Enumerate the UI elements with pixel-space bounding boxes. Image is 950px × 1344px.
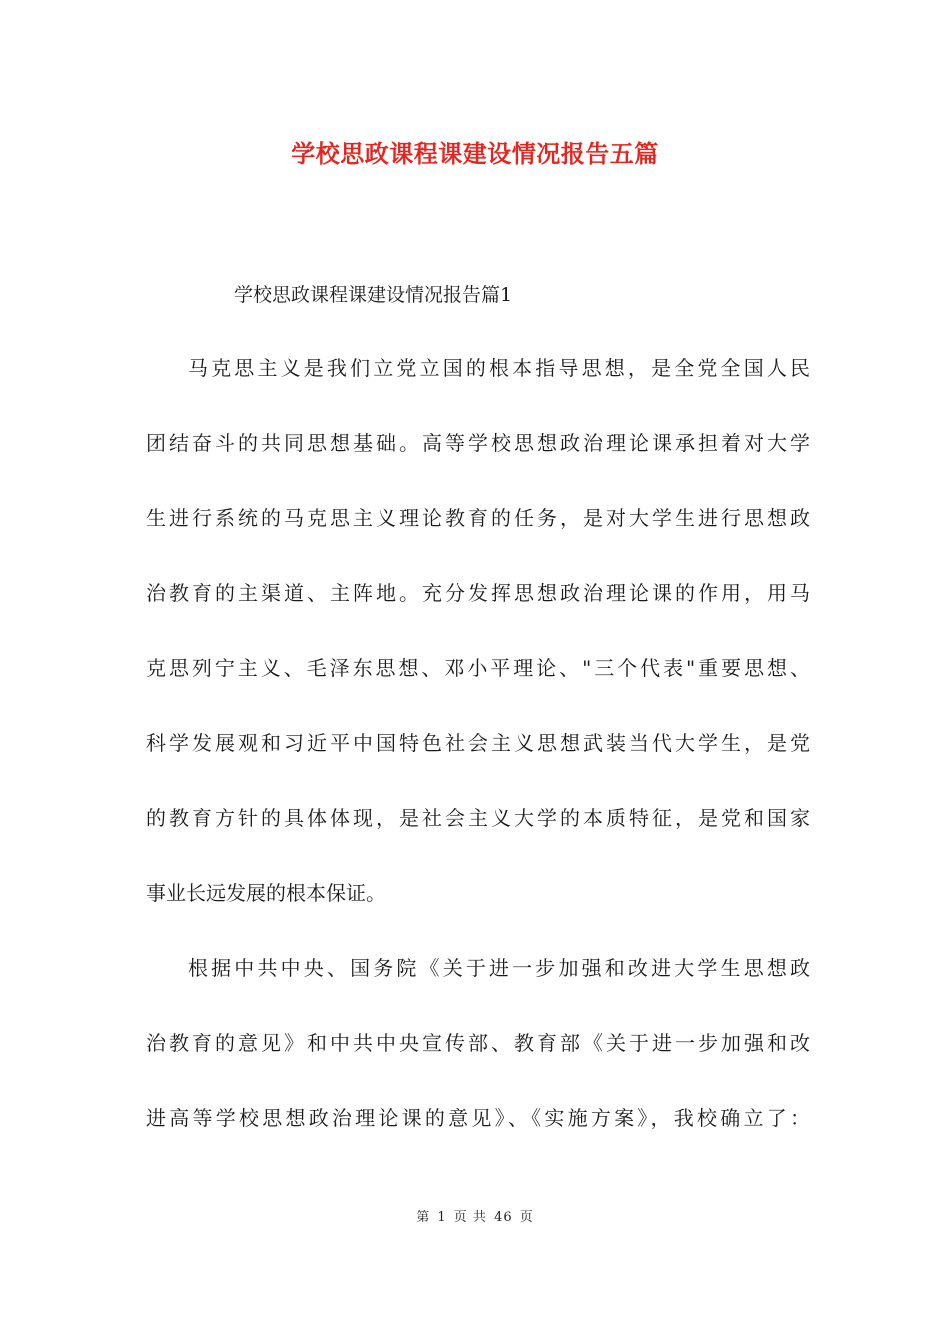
paragraph-line: 团结奋斗的共同思想基础。高等学校思想政治理论课承担着对大学 [146, 431, 810, 455]
paragraph-line: 治教育的主渠道、主阵地。充分发挥思想政治理论课的作用，用马 [146, 581, 810, 605]
footer-total-pages: 46 [494, 1210, 513, 1225]
paragraph-line: 克思列宁主义、毛泽东思想、邓小平理论、"三个代表"重要思想、 [146, 656, 810, 680]
paragraph-line: 根据中共中央、国务院《关于进一步加强和改进大学生思想政 [188, 956, 810, 980]
footer-middle: 页 共 [453, 1210, 487, 1225]
paragraph-line: 的教育方针的具体体现，是社会主义大学的本质特征，是党和国家 [146, 806, 810, 830]
page-footer [0, 1208, 950, 1228]
document-title: 学校思政课程课建设情况报告五篇 [291, 139, 659, 168]
section-heading: 学校思政课程课建设情况报告篇1 [234, 284, 513, 306]
body-text [146, 343, 810, 1168]
footer-suffix: 页 [519, 1210, 534, 1225]
paragraph-line: 生进行系统的马克思主义理论教育的任务，是对大学生进行思想政 [146, 506, 810, 530]
paragraph-line: 科学发展观和习近平中国特色社会主义思想武装当代大学生，是党 [146, 731, 810, 755]
paragraph-line: 进高等学校思想政治理论课的意见》、《实施方案》，我校确立了： [146, 1106, 810, 1130]
paragraph-line: 马克思主义是我们立党立国的根本指导思想，是全党全国人民 [188, 356, 810, 380]
paragraph-line: 治教育的意见》和中共中央宣传部、教育部《关于进一步加强和改 [146, 1031, 810, 1055]
paragraph-line: 事业长远发展的根本保证。 [146, 881, 386, 905]
footer-prefix: 第 [416, 1210, 431, 1225]
footer-page-number: 1 [437, 1210, 447, 1225]
